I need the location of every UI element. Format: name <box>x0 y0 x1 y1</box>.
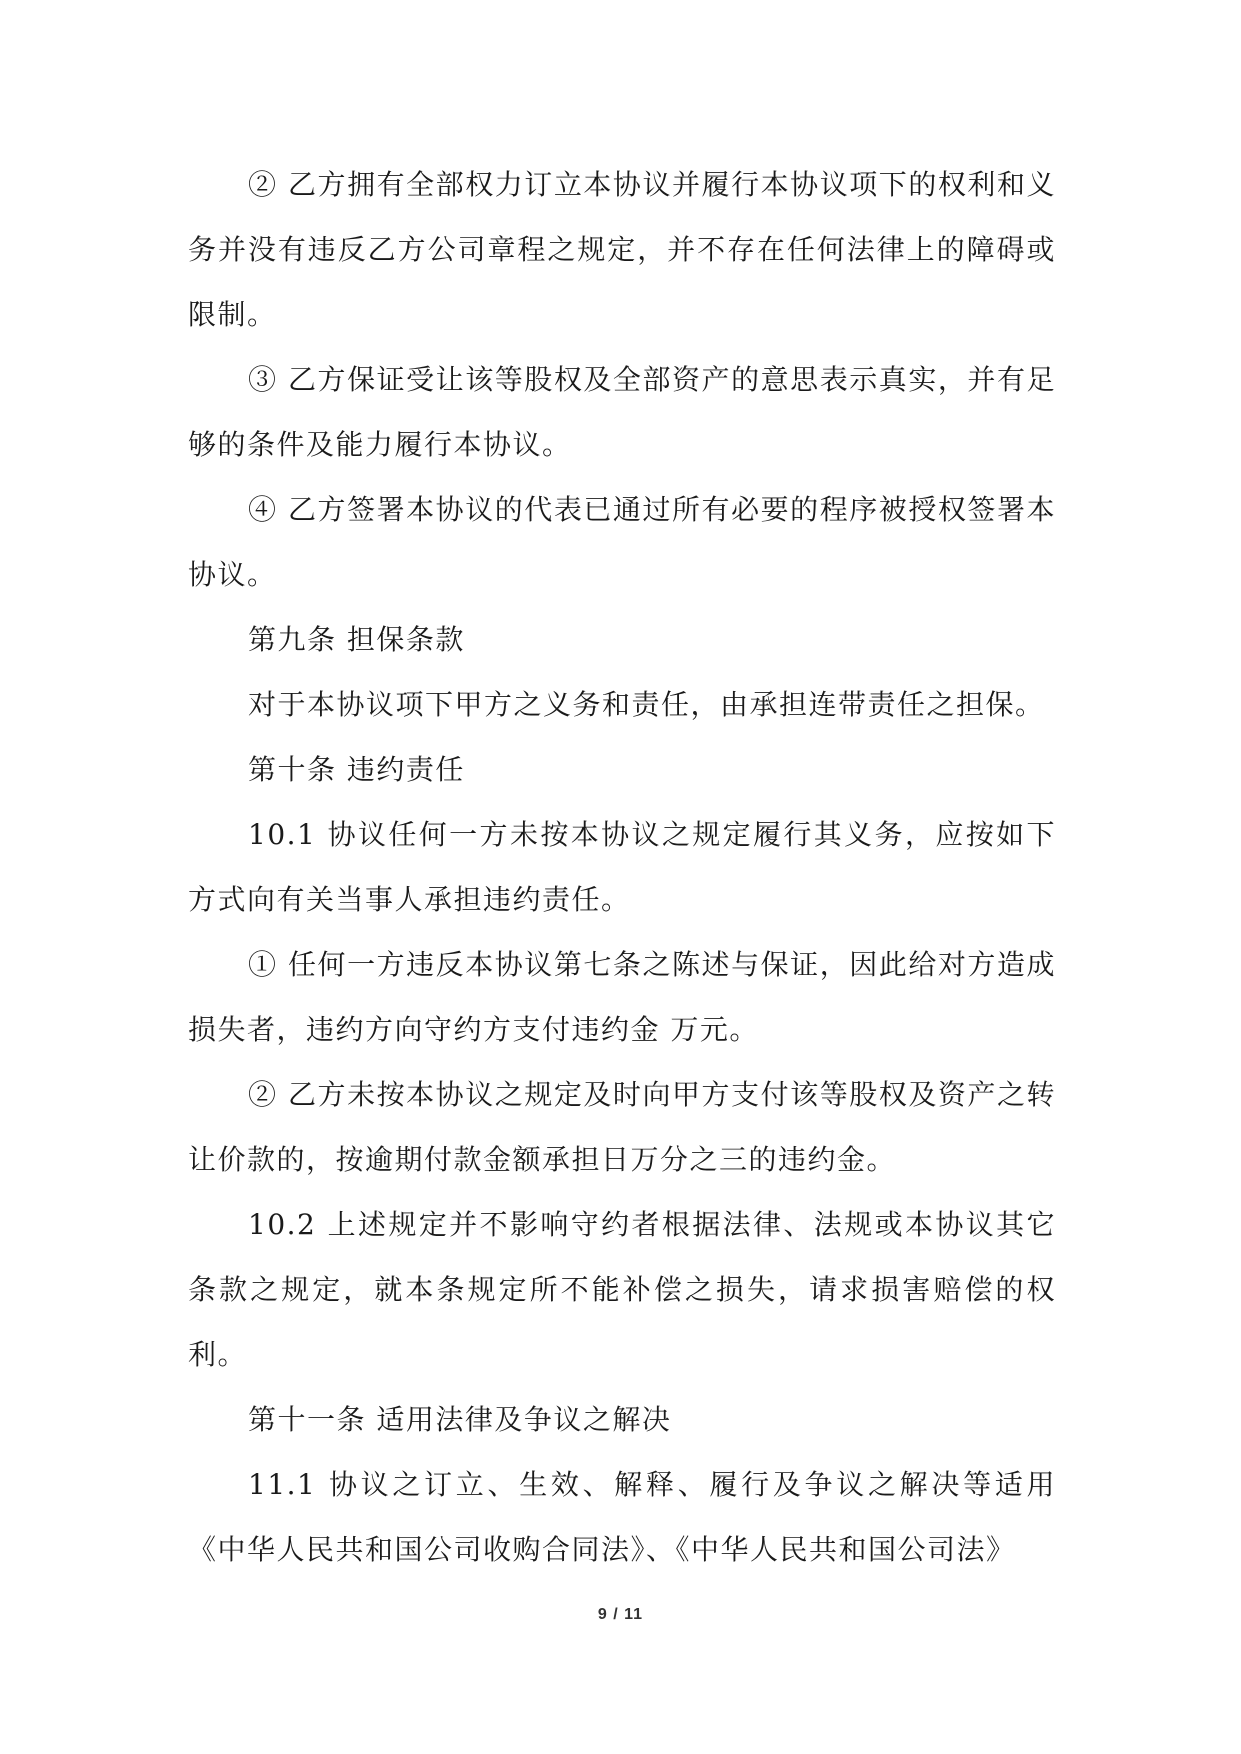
paragraph: ② 乙方未按本协议之规定及时向甲方支付该等股权及资产之转让价款的，按逾期付款金额承担日万分之三的违约金。 <box>188 1078 1056 1176</box>
section-heading: 第十一条 适用法律及争议之解决 <box>248 1403 672 1436</box>
paragraph: 对于本协议项下甲方之义务和责任，由承担连带责任之担保。 <box>248 688 1045 721</box>
paragraph: 10.1 协议任何一方未按本协议之规定履行其义务，应按如下方式向有关当事人承担违约责任。 <box>188 818 1056 916</box>
section-heading: 第十条 违约责任 <box>248 753 465 786</box>
paragraph: ① 任何一方违反本协议第七条之陈述与保证，因此给对方造成损失者，违约方向守约方支付违约金 万元。 <box>188 948 1056 1046</box>
section-heading: 第九条 担保条款 <box>248 623 465 656</box>
paragraph: ④ 乙方签署本协议的代表已通过所有必要的程序被授权签署本协议。 <box>188 493 1056 591</box>
paragraph: ③ 乙方保证受让该等股权及全部资产的意思表示真实，并有足够的条件及能力履行本协议。 <box>188 363 1056 461</box>
paragraph: ② 乙方拥有全部权力订立本协议并履行本协议项下的权利和义务并没有违反乙方公司章程之规定，并不存在任何法律上的障碍或限制。 <box>188 168 1056 331</box>
page-number: 9 / 11 <box>597 1606 644 1623</box>
document-body <box>188 152 1056 1582</box>
paragraph: 11.1 协议之订立、生效、解释、履行及争议之解决等适用《中华人民共和国公司收购合同法》、《中华人民共和国公司法》 <box>188 1468 1056 1566</box>
paragraph: 10.2 上述规定并不影响守约者根据法律、法规或本协议其它条款之规定，就本条规定所不能补偿之损失，请求损害赔偿的权利。 <box>188 1208 1056 1371</box>
